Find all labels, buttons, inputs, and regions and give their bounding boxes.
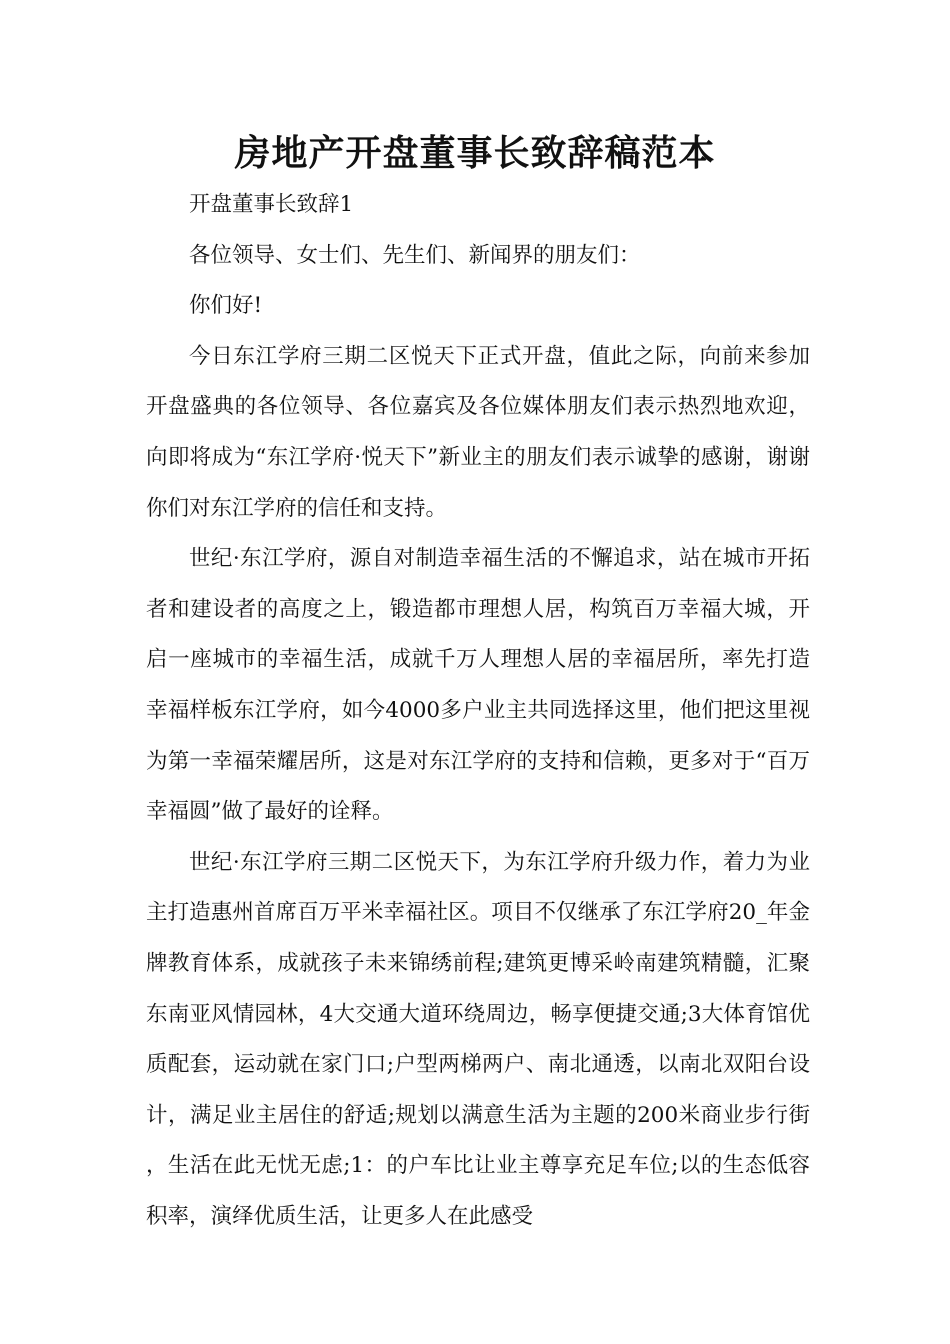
section-heading: 开盘董事长致辞1 <box>189 192 354 217</box>
document-body <box>146 180 810 1242</box>
project-paragraph: 世纪·东江学府三期二区悦天下，为东江学府升级力作，着力为业主打造惠州首席百万平米幸福社区。项目不仅继承了东江学府20_年金牌教育体系，成就孩子未来锦绣前程;建筑更博采岭南建筑精髓，汇聚东南亚风情园林，4大交通大道环绕周边，畅享便捷交通;3大体育馆优质配套，运动就在家门口;户型两梯两户、南北通透，以南北双阳台设计，满足业主居住的舒适;规划以满意生活为主题的200米商业步行街 ，生活在此无忧无虑;1：的户车比让业主尊享充足车位;以的生态低容积率，演绎优质生活，让更多人在此感受 <box>146 849 810 1229</box>
welcome-paragraph: 今日东江学府三期二区悦天下正式开盘，值此之际，向前来参加开盘盛典的各位领导、各位嘉宾及各位媒体朋友们表示热烈地欢迎，向即将成为“东江学府·悦天下”新业主的朋友们表示诚挚的感谢，谢谢你们对东江学府的信任和支持。 <box>146 343 810 521</box>
document-title: 房地产开盘董事长致辞稿范本 <box>234 133 716 174</box>
salutation-paragraph: 各位领导、女士们、先生们、新闻界的朋友们： <box>189 242 641 268</box>
brand-paragraph: 世纪·东江学府，源自对制造幸福生活的不懈追求，站在城市开拓者和建设者的高度之上，锻造都市理想人居，构筑百万幸福大城，开启一座城市的幸福生活，成就千万人理想人居的幸福居所，率先打造幸福样板东江学府，如今4000多户业主共同选择这里，他们把这里视为第一幸福荣耀居所，这是对东江学府的支持和信赖，更多对于“百万幸福圆”做了最好的诠释。 <box>146 546 810 825</box>
greeting-paragraph: 你们好! <box>189 293 263 319</box>
